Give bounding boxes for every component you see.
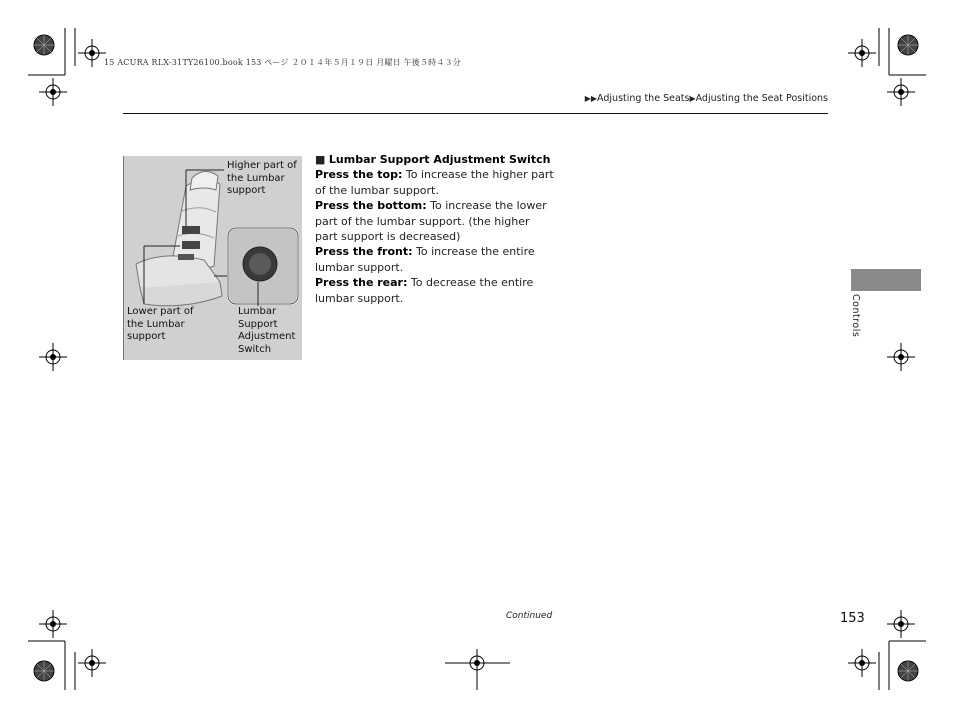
item-press-top: Press the top: To increase the higher part of the lumbar support.	[315, 168, 554, 197]
lumbar-section	[315, 152, 555, 306]
item-press-rear: Press the rear: To decrease the entire lumbar support.	[315, 276, 534, 305]
controls-tab	[851, 269, 921, 291]
square-bullet-icon: ■	[315, 153, 326, 166]
item-press-front: Press the front: To increase the entire lumbar support.	[315, 245, 535, 274]
label-lumbar-switch: Lumbar Support Adjustment Switch	[238, 306, 296, 355]
double-arrow-icon: ▶▶	[584, 94, 598, 103]
breadcrumb	[585, 93, 828, 104]
item-press-bottom: Press the bottom: To increase the lower part of the lumbar support. (the higher part support is decreased)	[315, 199, 547, 244]
section-heading: ■ Lumbar Support Adjustment Switch	[315, 153, 551, 166]
header-rule	[123, 113, 828, 114]
breadcrumb-item-positions: Adjusting the Seat Positions	[695, 93, 828, 104]
arrow-icon: ▶	[689, 94, 696, 103]
seat-figure	[123, 156, 302, 360]
breadcrumb-item-seats: Adjusting the Seats	[597, 93, 690, 104]
label-lower-lumbar: Lower part of the Lumbar support	[127, 306, 194, 342]
print-info: 15 ACURA RLX-31TY26100.book 153 ページ ２０１４年５月１９日 月曜日 午後５時４３分	[104, 58, 461, 67]
controls-label: Controls	[850, 294, 861, 338]
continued-note: Continued	[506, 611, 553, 621]
page-number: 153	[840, 611, 865, 626]
label-higher-lumbar: Higher part of the Lumbar support	[227, 160, 297, 196]
